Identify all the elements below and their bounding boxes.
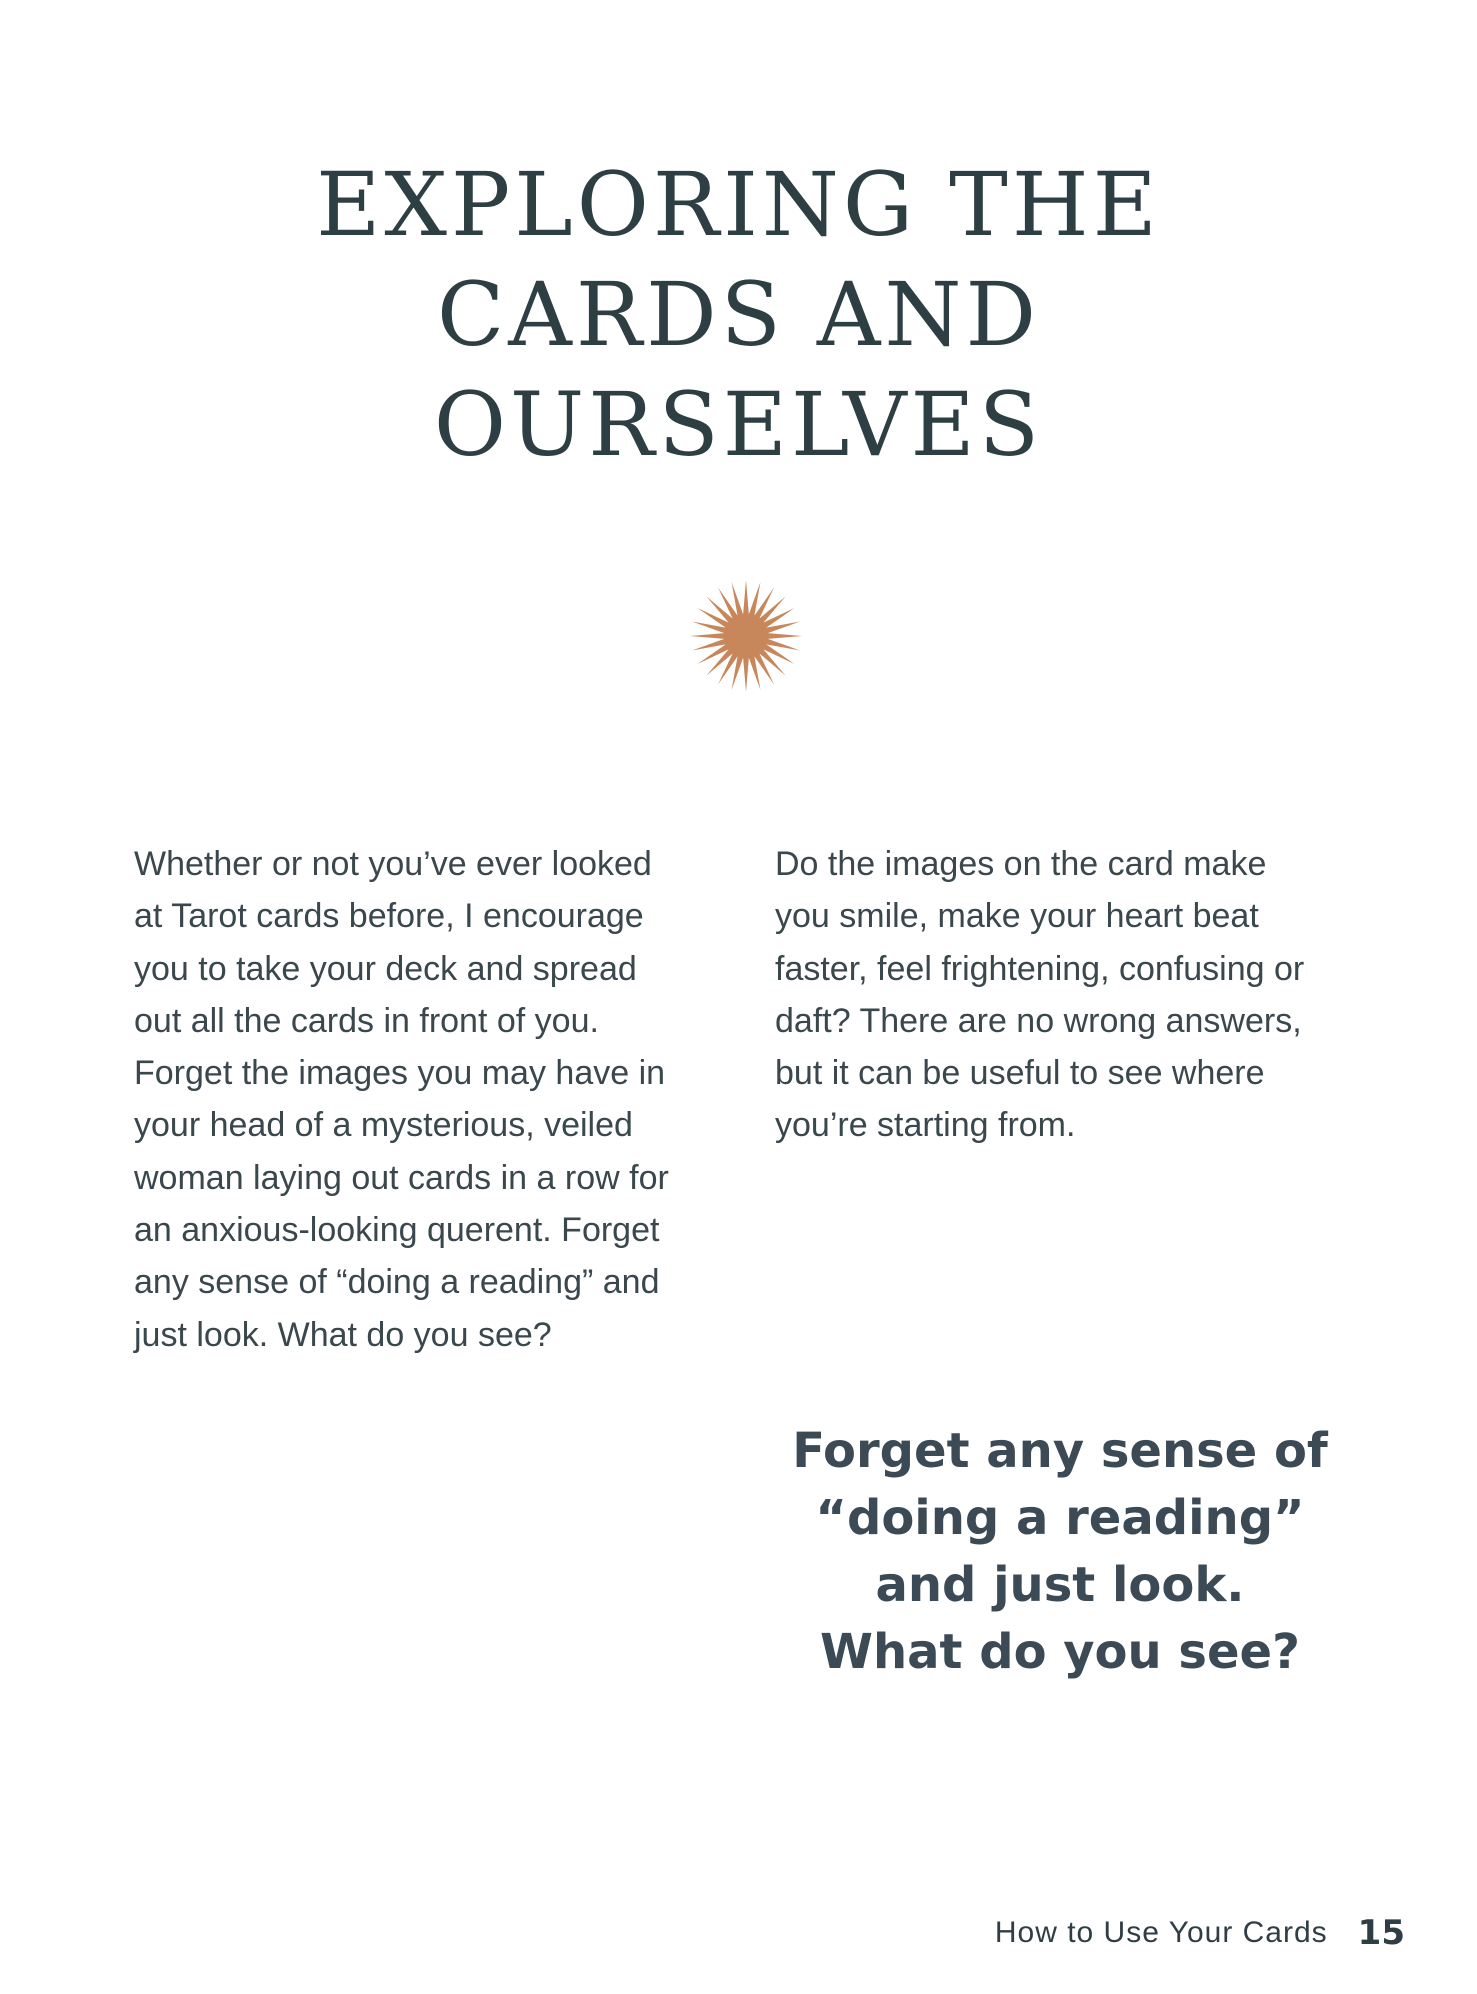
body-line: out all the cards in front of you. (134, 1001, 599, 1040)
body-line: any sense of “doing a reading” and (134, 1263, 660, 1302)
pull-quote-line: Forget any sense of (792, 1423, 1328, 1479)
body-line: you’re starting from. (775, 1106, 1076, 1145)
page-footer (995, 1908, 1405, 1958)
body-line: at Tarot cards before, I encourage (134, 897, 644, 936)
pull-quote-line: “doing a reading” (815, 1490, 1305, 1546)
body-line: Whether or not you’ve ever looked (134, 845, 652, 883)
body-line: but it can be useful to see where (775, 1054, 1265, 1093)
body-column-left (134, 838, 734, 1361)
body-line: just look. What do you see? (134, 1315, 552, 1354)
title-line: OURSELVES (433, 373, 1044, 476)
title-line: EXPLORING THE (316, 153, 1161, 256)
body-line: you smile, make your heart beat (775, 897, 1259, 936)
page-title (0, 150, 1477, 480)
title-line: CARDS AND (436, 263, 1041, 366)
body-line: you to take your deck and spread (134, 949, 637, 988)
body-line: your head of a mysterious, veiled (134, 1106, 633, 1145)
pull-quote-line: What do you see? (820, 1624, 1300, 1680)
page-number: 15 (1357, 1913, 1405, 1953)
body-line: an anxious-looking querent. Forget (134, 1211, 660, 1250)
body-line: daft? There are no wrong answers, (775, 1001, 1302, 1040)
body-line: woman laying out cards in a row for (134, 1158, 669, 1197)
running-footer-section: How to Use Your Cards (994, 1916, 1328, 1949)
body-line: Do the images on the card make (775, 845, 1267, 883)
pull-quote (740, 1418, 1380, 1686)
body-column-right (775, 838, 1375, 1152)
pull-quote-line: and just look. (875, 1557, 1245, 1613)
body-line: faster, feel frightening, confusing or (775, 949, 1305, 988)
sunburst-icon (690, 580, 802, 692)
body-line: Forget the images you may have in (134, 1054, 666, 1093)
